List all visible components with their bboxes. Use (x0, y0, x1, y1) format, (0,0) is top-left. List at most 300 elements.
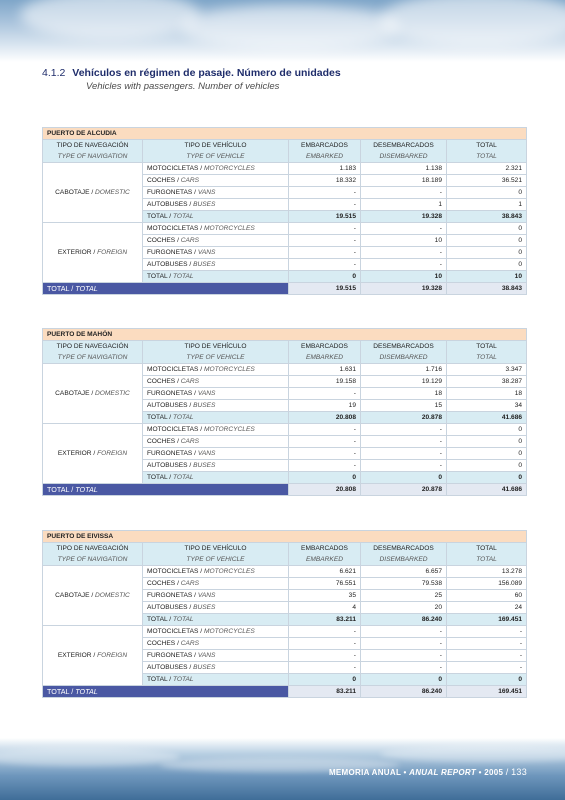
col-header-total-en: TOTAL (476, 354, 497, 361)
slash: / (189, 201, 192, 208)
vehicle-es: MOTOCICLETAS (147, 366, 199, 373)
cell-embarked: - (289, 247, 361, 259)
grand-total-row (43, 283, 527, 295)
slash: / (91, 189, 94, 196)
cell-disembarked: - (361, 650, 447, 662)
col-header-nav-es: TIPO DE NAVEGACIÓN (56, 545, 129, 552)
vehicle-en: MOTORCYCLES (203, 426, 255, 433)
col-header-nav-es: TIPO DE NAVEGACIÓN (56, 142, 129, 149)
cell-embarked: 1.183 (289, 163, 361, 175)
column-header-row (43, 341, 527, 364)
slash: / (200, 225, 203, 232)
table-row (43, 424, 527, 436)
port-table-mahon (42, 328, 527, 496)
cell-embarked: 0 (289, 674, 361, 686)
vehicle-en: VANS (197, 189, 216, 196)
total-en: TOTAL (172, 474, 194, 481)
vehicle-es: FURGONETAS (147, 249, 193, 256)
nav-en: FOREIGN (97, 249, 128, 256)
cell-embarked: - (289, 662, 361, 674)
cell-disembarked: 20 (361, 602, 447, 614)
vehicle-type (143, 566, 289, 578)
vehicle-en: VANS (197, 592, 216, 599)
nav-en: DOMESTIC (95, 390, 130, 397)
port-title-row (43, 329, 527, 341)
cell-total: 24 (447, 602, 527, 614)
cell-embarked: - (289, 187, 361, 199)
cell-disembarked: 19.129 (361, 376, 447, 388)
slash: / (200, 628, 203, 635)
col-header-total-en: TOTAL (476, 153, 497, 160)
slash: / (71, 485, 74, 494)
slash: / (169, 676, 172, 683)
slash: / (200, 568, 203, 575)
cell-disembarked: 86.240 (361, 686, 447, 698)
nav-es: CABOTAJE (55, 189, 90, 196)
cell-disembarked: - (361, 638, 447, 650)
slash: / (177, 378, 179, 385)
col-header-total-es: TOTAL (476, 545, 497, 552)
cell-disembarked: 18.189 (361, 175, 447, 187)
subtotal-label (143, 472, 289, 484)
cell-disembarked: - (361, 424, 447, 436)
cell-disembarked: 19.328 (361, 283, 447, 295)
subtotal-label (143, 674, 289, 686)
cell-total: 0 (447, 436, 527, 448)
col-header-total (447, 543, 527, 566)
vehicle-es: AUTOBUSES (147, 462, 188, 469)
vehicle-en: MOTORCYCLES (203, 366, 255, 373)
table-row (43, 566, 527, 578)
col-header-embarked-en: EMBARKED (305, 153, 343, 160)
cell-total: - (447, 662, 527, 674)
col-header-embarked (289, 543, 361, 566)
vehicle-type (143, 364, 289, 376)
vehicle-en: CARS (180, 378, 200, 385)
cell-disembarked: 10 (361, 235, 447, 247)
vehicle-es: FURGONETAS (147, 652, 193, 659)
port-table-eivissa (42, 530, 527, 698)
slash: / (91, 592, 94, 599)
vehicle-type (143, 650, 289, 662)
cell-embarked: - (289, 460, 361, 472)
cell-embarked: 4 (289, 602, 361, 614)
cell-total: 10 (447, 271, 527, 283)
cell-total: 0 (447, 424, 527, 436)
vehicle-type (143, 626, 289, 638)
vehicle-type (143, 259, 289, 271)
cell-embarked: 19 (289, 400, 361, 412)
slash: / (71, 687, 74, 696)
cell-embarked: - (289, 448, 361, 460)
column-header-row (43, 140, 527, 163)
col-header-disembarked-en: DISEMBARKED (379, 354, 428, 361)
slash: / (93, 652, 96, 659)
subtotal-label (143, 271, 289, 283)
vehicle-type (143, 235, 289, 247)
slash: / (169, 474, 172, 481)
vehicle-type (143, 400, 289, 412)
total-es: TOTAL (147, 616, 168, 623)
table-row (43, 364, 527, 376)
navigation-label-domestic (43, 566, 143, 626)
cell-total: 60 (447, 590, 527, 602)
nav-es: CABOTAJE (55, 390, 90, 397)
section-heading (42, 67, 341, 92)
cell-total: 36.521 (447, 175, 527, 187)
vehicle-en: BUSES (193, 604, 216, 611)
vehicle-type (143, 223, 289, 235)
navigation-label-domestic (43, 364, 143, 424)
footer-separator: • (403, 768, 407, 777)
cell-total: 1 (447, 199, 527, 211)
cell-embarked: - (289, 223, 361, 235)
grand-total-label (43, 484, 289, 496)
footer-report-es: MEMORIA ANUAL (328, 768, 401, 777)
vehicle-es: MOTOCICLETAS (147, 165, 199, 172)
cell-total: 0 (447, 460, 527, 472)
nav-en: FOREIGN (97, 450, 128, 457)
cell-embarked: 20.808 (289, 412, 361, 424)
footer-year: 2005 (484, 768, 504, 777)
vehicle-es: MOTOCICLETAS (147, 426, 199, 433)
subtotal-label (143, 614, 289, 626)
slash: / (169, 414, 172, 421)
col-header-embarked-en: EMBARKED (305, 354, 343, 361)
navigation-label-foreign (43, 223, 143, 283)
cell-total: 0 (447, 472, 527, 484)
cell-total: - (447, 638, 527, 650)
vehicle-en: BUSES (193, 462, 216, 469)
cell-disembarked: - (361, 662, 447, 674)
slash: / (189, 402, 192, 409)
slash: / (177, 438, 179, 445)
slash: / (177, 580, 179, 587)
vehicle-es: AUTOBUSES (147, 261, 188, 268)
cell-total: 34 (447, 400, 527, 412)
cell-embarked: - (289, 638, 361, 650)
port-name: PUERTO DE ALCUDIA (43, 128, 527, 140)
table-row (43, 223, 527, 235)
cell-embarked: 19.158 (289, 376, 361, 388)
col-header-disembarked-en: DISEMBARKED (379, 153, 428, 160)
vehicle-en: BUSES (193, 261, 216, 268)
total-en: TOTAL (172, 213, 194, 220)
vehicle-type (143, 578, 289, 590)
slash: / (189, 261, 192, 268)
cell-embarked: - (289, 436, 361, 448)
cell-total: 0 (447, 674, 527, 686)
col-header-vehicle-es: TIPO DE VEHÍCULO (184, 142, 247, 149)
cell-total: 169.451 (447, 686, 527, 698)
cell-disembarked: 1 (361, 199, 447, 211)
vehicle-en: MOTORCYCLES (203, 628, 255, 635)
table-row (43, 163, 527, 175)
slash: / (177, 177, 179, 184)
grand-total-row (43, 484, 527, 496)
nav-en: DOMESTIC (95, 592, 130, 599)
page-footer (329, 767, 527, 777)
vehicle-es: COCHES (147, 438, 176, 445)
cell-embarked: - (289, 650, 361, 662)
cell-total: 0 (447, 235, 527, 247)
cell-total: 41.686 (447, 412, 527, 424)
vehicle-type (143, 163, 289, 175)
vehicle-type (143, 662, 289, 674)
slash: / (194, 450, 196, 457)
slash: / (200, 426, 203, 433)
vehicle-en: BUSES (193, 664, 216, 671)
navigation-label-foreign (43, 626, 143, 686)
col-header-nav-en: TYPE OF NAVIGATION (57, 153, 128, 160)
footer-separator: • (478, 768, 482, 777)
col-header-disembarked (361, 341, 447, 364)
port-title-row (43, 531, 527, 543)
vehicle-es: AUTOBUSES (147, 201, 188, 208)
col-header-vehicle-en: TYPE OF VEHICLE (186, 153, 245, 160)
cell-total: 2.321 (447, 163, 527, 175)
nav-en: FOREIGN (97, 652, 128, 659)
cell-disembarked: 18 (361, 388, 447, 400)
col-header-vehicle (143, 543, 289, 566)
navigation-label-foreign (43, 424, 143, 484)
vehicle-en: VANS (197, 652, 216, 659)
cell-disembarked: 6.657 (361, 566, 447, 578)
cell-total: 41.686 (447, 484, 527, 496)
slash: / (91, 390, 94, 397)
footer-slash: / (505, 767, 509, 777)
nav-es: CABOTAJE (55, 592, 90, 599)
slash: / (194, 592, 196, 599)
vehicle-type (143, 460, 289, 472)
cell-embarked: 19.515 (289, 211, 361, 223)
cell-disembarked: - (361, 448, 447, 460)
vehicle-es: AUTOBUSES (147, 402, 188, 409)
vehicle-es: FURGONETAS (147, 450, 193, 457)
col-header-disembarked-en: DISEMBARKED (379, 556, 428, 563)
vehicle-es: MOTOCICLETAS (147, 225, 199, 232)
cell-total: - (447, 626, 527, 638)
cell-disembarked: 1.716 (361, 364, 447, 376)
cell-total: 0 (447, 247, 527, 259)
cell-embarked: 19.515 (289, 283, 361, 295)
vehicle-en: MOTORCYCLES (203, 165, 255, 172)
col-header-vehicle-en: TYPE OF VEHICLE (186, 556, 245, 563)
cell-embarked: 20.808 (289, 484, 361, 496)
total-en: TOTAL (172, 414, 194, 421)
col-header-total (447, 341, 527, 364)
col-header-disembarked-es: DESEMBARCADOS (373, 545, 434, 552)
cell-total: 18 (447, 388, 527, 400)
port-table-alcudia (42, 127, 527, 295)
total-es: TOTAL (47, 687, 70, 696)
vehicle-en: BUSES (193, 201, 216, 208)
col-header-embarked-en: EMBARKED (305, 556, 343, 563)
vehicle-es: AUTOBUSES (147, 604, 188, 611)
cell-disembarked: 20.878 (361, 484, 447, 496)
slash: / (194, 652, 196, 659)
header-sky-banner (0, 0, 565, 62)
cell-disembarked: - (361, 223, 447, 235)
cell-embarked: - (289, 199, 361, 211)
col-header-total-en: TOTAL (476, 556, 497, 563)
cell-total: 13.278 (447, 566, 527, 578)
cell-embarked: - (289, 235, 361, 247)
col-header-disembarked-es: DESEMBARCADOS (373, 343, 434, 350)
vehicle-es: COCHES (147, 237, 176, 244)
table-row (43, 626, 527, 638)
grand-total-label (43, 283, 289, 295)
cell-total: 3.347 (447, 364, 527, 376)
col-header-disembarked (361, 543, 447, 566)
cell-disembarked: 79.538 (361, 578, 447, 590)
vehicle-type (143, 175, 289, 187)
vehicle-en: CARS (180, 237, 200, 244)
vehicle-type (143, 436, 289, 448)
vehicle-type (143, 602, 289, 614)
port-name: PUERTO DE MAHÓN (43, 329, 527, 341)
nav-es: EXTERIOR (57, 652, 92, 659)
vehicle-es: FURGONETAS (147, 390, 193, 397)
cell-embarked: 76.551 (289, 578, 361, 590)
subtotal-label (143, 412, 289, 424)
cell-embarked: 0 (289, 271, 361, 283)
cell-total: 0 (447, 223, 527, 235)
total-en: TOTAL (172, 676, 194, 683)
cell-embarked: 1.631 (289, 364, 361, 376)
cell-embarked: 83.211 (289, 686, 361, 698)
cell-disembarked: - (361, 247, 447, 259)
slash: / (189, 604, 192, 611)
slash: / (194, 249, 196, 256)
cell-embarked: 0 (289, 472, 361, 484)
total-es: TOTAL (147, 676, 168, 683)
slash: / (189, 664, 192, 671)
col-header-nav-es: TIPO DE NAVEGACIÓN (56, 343, 129, 350)
cell-embarked: 6.621 (289, 566, 361, 578)
vehicle-en: CARS (180, 438, 200, 445)
vehicle-en: MOTORCYCLES (203, 568, 255, 575)
total-en: TOTAL (75, 687, 98, 696)
col-header-disembarked-es: DESEMBARCADOS (373, 142, 434, 149)
section-title (42, 67, 341, 79)
total-es: TOTAL (147, 273, 168, 280)
total-es: TOTAL (147, 213, 168, 220)
total-es: TOTAL (47, 485, 70, 494)
col-header-embarked-es: EMBARCADOS (301, 343, 348, 350)
slash: / (169, 273, 172, 280)
cell-embarked: 35 (289, 590, 361, 602)
col-header-embarked (289, 341, 361, 364)
cell-disembarked: 19.328 (361, 211, 447, 223)
vehicle-type (143, 388, 289, 400)
total-en: TOTAL (172, 273, 194, 280)
slash: / (169, 616, 172, 623)
cell-embarked: - (289, 259, 361, 271)
cell-total: 38.843 (447, 283, 527, 295)
vehicle-type (143, 247, 289, 259)
cell-disembarked: - (361, 259, 447, 271)
col-header-total-es: TOTAL (476, 343, 497, 350)
slash: / (200, 366, 203, 373)
col-header-vehicle (143, 140, 289, 163)
cell-disembarked: 0 (361, 674, 447, 686)
vehicle-es: COCHES (147, 580, 176, 587)
cell-embarked: 18.332 (289, 175, 361, 187)
cell-total: 38.843 (447, 211, 527, 223)
cell-total: 156.089 (447, 578, 527, 590)
col-header-nav (43, 140, 143, 163)
nav-en: DOMESTIC (95, 189, 130, 196)
cell-total: 0 (447, 187, 527, 199)
slash: / (71, 284, 74, 293)
vehicle-type (143, 199, 289, 211)
total-en: TOTAL (172, 616, 194, 623)
slash: / (177, 640, 179, 647)
vehicle-type (143, 638, 289, 650)
cell-total: 38.287 (447, 376, 527, 388)
cell-disembarked: - (361, 187, 447, 199)
footer-report-en: ANUAL REPORT (409, 768, 477, 777)
col-header-nav (43, 341, 143, 364)
section-subtitle: Vehicles with passengers. Number of vehicles (86, 81, 280, 92)
col-header-embarked-es: EMBARCADOS (301, 545, 348, 552)
cell-disembarked: 25 (361, 590, 447, 602)
vehicle-en: CARS (180, 580, 200, 587)
cell-disembarked: 15 (361, 400, 447, 412)
slash: / (194, 390, 196, 397)
col-header-embarked (289, 140, 361, 163)
grand-total-row (43, 686, 527, 698)
slash: / (194, 189, 196, 196)
cell-disembarked: 0 (361, 472, 447, 484)
col-header-embarked-es: EMBARCADOS (301, 142, 348, 149)
vehicle-type (143, 187, 289, 199)
column-header-row (43, 543, 527, 566)
cell-total: 169.451 (447, 614, 527, 626)
total-es: TOTAL (47, 284, 70, 293)
col-header-total (447, 140, 527, 163)
col-header-vehicle-en: TYPE OF VEHICLE (186, 354, 245, 361)
section-title-es: Vehículos en régimen de pasaje. Número de unidades (72, 67, 341, 79)
cell-embarked: - (289, 388, 361, 400)
col-header-vehicle (143, 341, 289, 364)
vehicle-es: COCHES (147, 640, 176, 647)
slash: / (93, 450, 96, 457)
nav-es: EXTERIOR (57, 249, 92, 256)
cell-total: - (447, 650, 527, 662)
vehicle-es: FURGONETAS (147, 189, 193, 196)
cell-embarked: 83.211 (289, 614, 361, 626)
cell-disembarked: 20.878 (361, 412, 447, 424)
vehicle-en: VANS (197, 249, 216, 256)
cell-disembarked: - (361, 460, 447, 472)
col-header-disembarked (361, 140, 447, 163)
col-header-vehicle-es: TIPO DE VEHÍCULO (184, 545, 247, 552)
vehicle-es: COCHES (147, 177, 176, 184)
cell-disembarked: 1.138 (361, 163, 447, 175)
total-en: TOTAL (75, 284, 98, 293)
total-es: TOTAL (147, 474, 168, 481)
grand-total-label (43, 686, 289, 698)
slash: / (177, 237, 179, 244)
vehicle-type (143, 448, 289, 460)
vehicle-en: MOTORCYCLES (203, 225, 255, 232)
vehicle-en: CARS (180, 640, 200, 647)
col-header-total-es: TOTAL (476, 142, 497, 149)
total-es: TOTAL (147, 414, 168, 421)
port-name: PUERTO DE EIVISSA (43, 531, 527, 543)
